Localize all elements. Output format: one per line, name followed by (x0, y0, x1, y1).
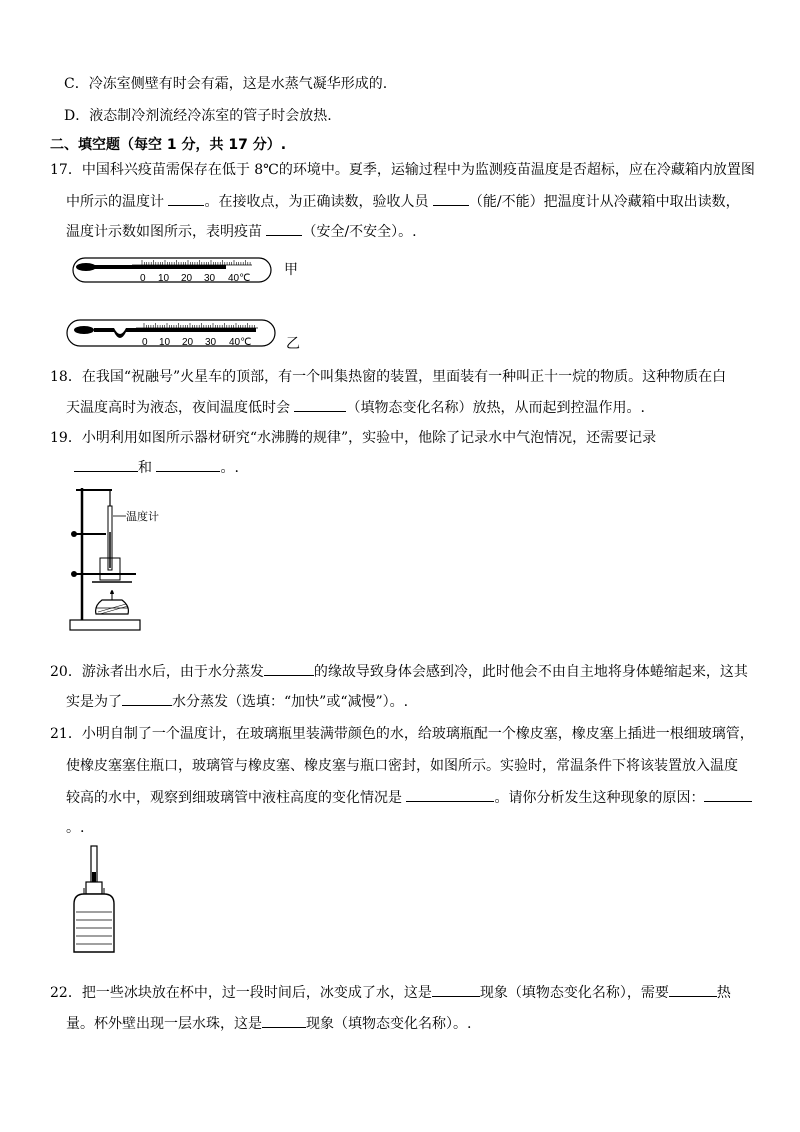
boiling-apparatus-figure (66, 482, 176, 642)
thermometer-yi-liquid (136, 328, 256, 332)
q17-text-2c: （能/不能）把温度计从冷藏箱中取出读数， (468, 194, 740, 210)
scale-label-yi-30: 30 (205, 337, 217, 348)
scale-label-yi-10: 10 (159, 337, 171, 348)
scale-label-jia-40: 40℃ (228, 273, 251, 284)
q19-text-2b: 。. (220, 460, 239, 476)
glass-bottle-icon (74, 894, 114, 952)
section-title: 二、填空题（每空 1 分，共 17 分）. (50, 137, 287, 153)
q17-text-2a: 中所示的温度计 (66, 194, 169, 210)
thermometer-yi-bulb (74, 326, 94, 334)
q18-line2 (66, 398, 645, 418)
option-c: C．冷冻室侧壁有时会有霜，这是水蒸气凝华形成的. (64, 76, 388, 92)
thermometer-yi-constriction (94, 328, 136, 338)
scale-label-jia-10: 10 (158, 273, 170, 284)
thermometer-yi-figure (66, 316, 306, 360)
q18-text-2a: 天温度高时为液态，夜间温度低时会 (66, 400, 295, 416)
scale-label-jia-30: 30 (204, 273, 216, 284)
q19-blank-1[interactable] (74, 458, 138, 472)
q17-blank-1[interactable] (168, 192, 204, 206)
q17-blank-2[interactable] (433, 192, 469, 206)
thermometer-jia-figure (72, 250, 312, 294)
q21-text-3b: 。请你分析发生这种现象的原因： (494, 790, 705, 806)
stand-base (70, 620, 140, 630)
q22-line1 (50, 983, 731, 1003)
q22-blank-1[interactable] (432, 983, 480, 997)
q20-text-1a: 20．游泳者出水后，由于水分蒸发 (50, 664, 264, 680)
q20-text-2a: 实是为了 (66, 694, 122, 710)
q22-blank-3[interactable] (262, 1014, 306, 1028)
thermometer-label: 温度计 (126, 511, 159, 523)
q17-line3 (66, 222, 417, 242)
q20-text-1b: 的缘故导致身体会感到冷，此时他会不由自主地将身体蜷缩起来，这其 (313, 664, 748, 680)
q17-blank-3[interactable] (266, 222, 302, 236)
q20-blank-2[interactable] (122, 692, 172, 706)
q22-text-2a: 量。杯外壁出现一层水珠，这是 (66, 1016, 262, 1032)
thermometer-jia-label: 甲 (284, 261, 298, 277)
q19-blank-2[interactable] (156, 458, 220, 472)
q22-text-2b: 现象（填物态变化名称）。. (306, 1016, 472, 1032)
q17-text-3a: 温度计示数如图所示，表明疫苗 (66, 224, 267, 240)
q22-line2 (66, 1014, 471, 1034)
q21-line1: 21．小明自制了一个温度计，在玻璃瓶里装满带颜色的水，给玻璃瓶配一个橡皮塞，橡皮塞上插进一根细玻璃管， (50, 726, 754, 742)
q20-line2 (66, 692, 408, 712)
rubber-stopper-icon (86, 882, 102, 894)
q17-text-3b: （安全/不安全）。. (302, 224, 417, 240)
q22-text-1a: 22．把一些冰块放在杯中，过一段时间后，冰变成了水，这是 (50, 985, 432, 1001)
q21-text-3a: 较高的水中，观察到细玻璃管中液柱高度的变化情况是 (66, 790, 407, 806)
q20-line1 (50, 662, 748, 682)
thermometer-yi-label: 乙 (286, 335, 300, 351)
scale-label-yi-20: 20 (182, 337, 194, 348)
q17-line1: 17．中国科兴疫苗需保存在低于 8℃的环境中。夏季，运输过程中为监测疫苗温度是否超标，应在冷藏箱内放置图 (50, 162, 755, 178)
q22-text-1b: 现象（填物态变化名称），需要 (479, 985, 669, 1001)
q19-line1: 19．小明利用如图所示器材研究“水沸腾的规律”，实验中，他除了记录水中气泡情况，还需要记录 (50, 430, 657, 446)
q22-text-1c: 热 (716, 985, 731, 1001)
q17-text-2b: 。在接收点，为正确读数，验收人员 (204, 194, 433, 210)
thermometer-jia-liquid (86, 265, 226, 269)
q18-blank-1[interactable] (294, 398, 346, 412)
option-d: D．液态制冷剂流经冷冻室的管子时会放热. (64, 108, 332, 124)
scale-label-jia-0: 0 (140, 273, 146, 284)
q22-blank-2[interactable] (669, 983, 717, 997)
scale-label-yi-0: 0 (142, 337, 148, 348)
q17-line2 (66, 192, 740, 212)
q18-text-2b: （填物态变化名称）放热，从而起到控温作用。. (346, 400, 645, 416)
q21-line2: 使橡皮塞塞住瓶口，玻璃管与橡皮塞、橡皮塞与瓶口密封，如图所示。实验时，常温条件下将该装置放入温度 (66, 758, 738, 774)
q19-text-2a: 和 (138, 460, 157, 476)
scale-label-jia-20: 20 (181, 273, 193, 284)
q21-blank-1[interactable] (406, 788, 494, 802)
q21-blank-2[interactable] (704, 788, 752, 802)
scale-label-yi-40: 40℃ (229, 337, 252, 348)
q21-line3 (66, 788, 752, 808)
q18-line1: 18．在我国“祝融号”火星车的顶部，有一个叫集热窗的装置，里面装有一种叫正十一烷的物质。这种物质在白 (50, 369, 727, 385)
bottle-thermometer-figure (66, 842, 136, 964)
q20-text-2b: 水分蒸发（选填：“加快”或“减慢”）。. (172, 694, 409, 710)
q21-line4: 。. (66, 820, 85, 836)
q20-blank-1[interactable] (264, 662, 314, 676)
q19-line2 (74, 458, 239, 478)
